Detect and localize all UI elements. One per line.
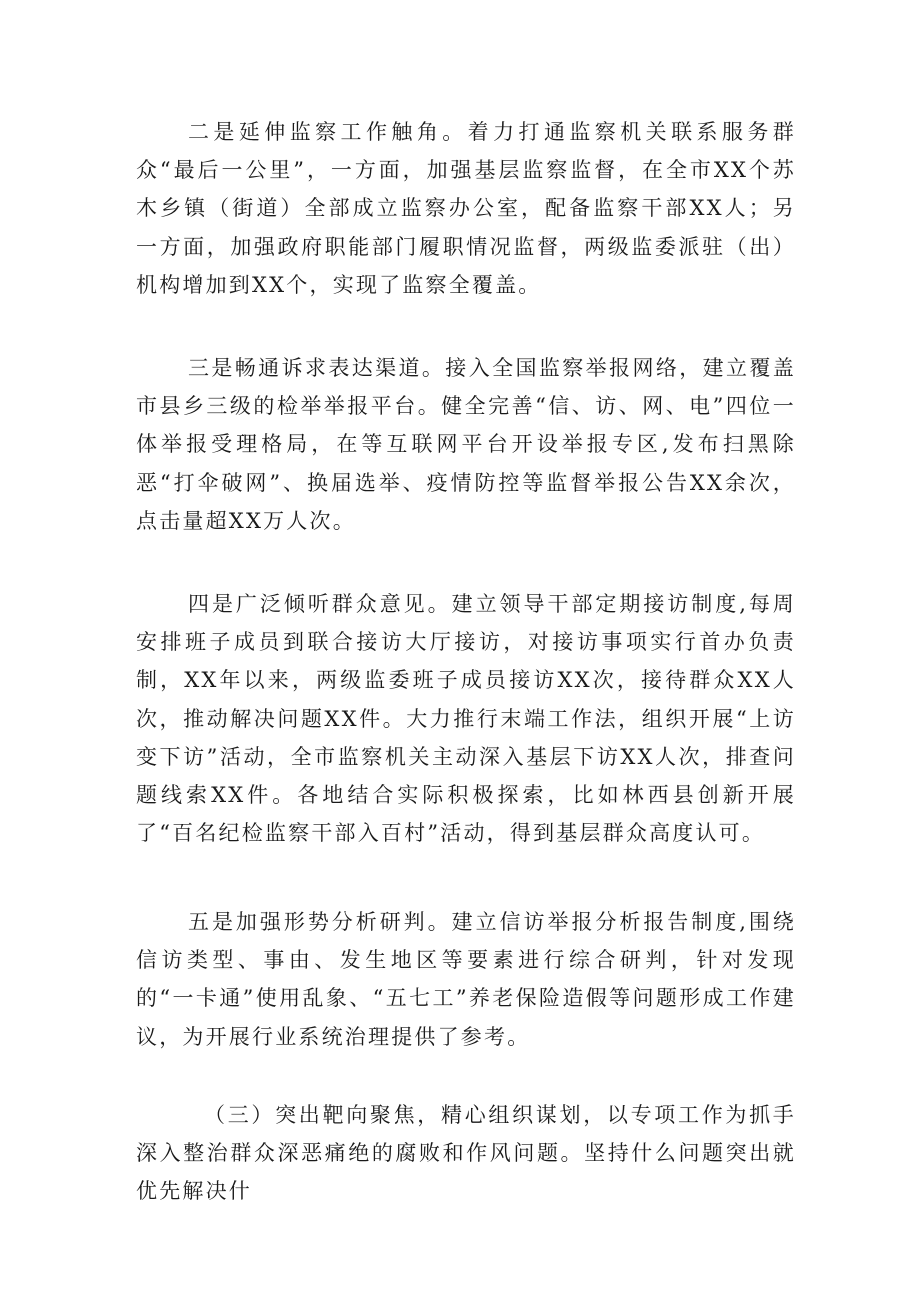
paragraph-listen-opinions: 四是广泛倾听群众意见。建立领导干部定期接访制度,每周安排班子成员到联合接访大厅接访，对接访事项实行首办负责制，XX年以来，两级监委班子成员接访XX次，接待群众XX人次，推动解决问题XX件。大力推行末端工作法，组织开展“上访变下访”活动，全市监察机关主动深入基层下访XX人次，排查问题线索XX件。各地结合实际积极探索，比如林西县创新开展了“百名纪检监察干部入百村”活动，得到基层群众高度认可。 (136, 592, 796, 846)
paragraph-extend-supervision: 二是延伸监察工作触角。着力打通监察机关联系服务群众“最后一公里”，一方面，加强基层监察监督，在全市XX个苏木乡镇（街道）全部成立监察办公室，配备监察干部XX人；另一方面，加强政府职能部门履职情况监督，两级监委派驻（出）机构增加到XX个，实现了监察全覆盖。 (136, 120, 796, 297)
paragraph-smooth-channels: 三是畅通诉求表达渠道。接入全国监察举报网络，建立覆盖市县乡三级的检举举报平台。健全完善“信、访、网、电”四位一体举报受理格局，在等互联网平台开设举报专区,发布扫黑除恶“打伞破网”、换届选举、疫情防控等监督举报公告XX余次，点击量超XX万人次。 (136, 356, 796, 533)
paragraph-section-three: （三）突出靶向聚焦，精心组织谋划，以专项工作为抓手深入整治群众深恶痛绝的腐败和作风问题。坚持什么问题突出就优先解决什 (136, 1103, 796, 1204)
paragraph-situation-analysis: 五是加强形势分析研判。建立信访举报分析报告制度,围绕信访类型、事由、发生地区等要素进行综合研判，针对发现的“一卡通”使用乱象、“五七工”养老保险造假等问题形成工作建议，为开展行业系统治理提供了参考。 (136, 910, 796, 1049)
